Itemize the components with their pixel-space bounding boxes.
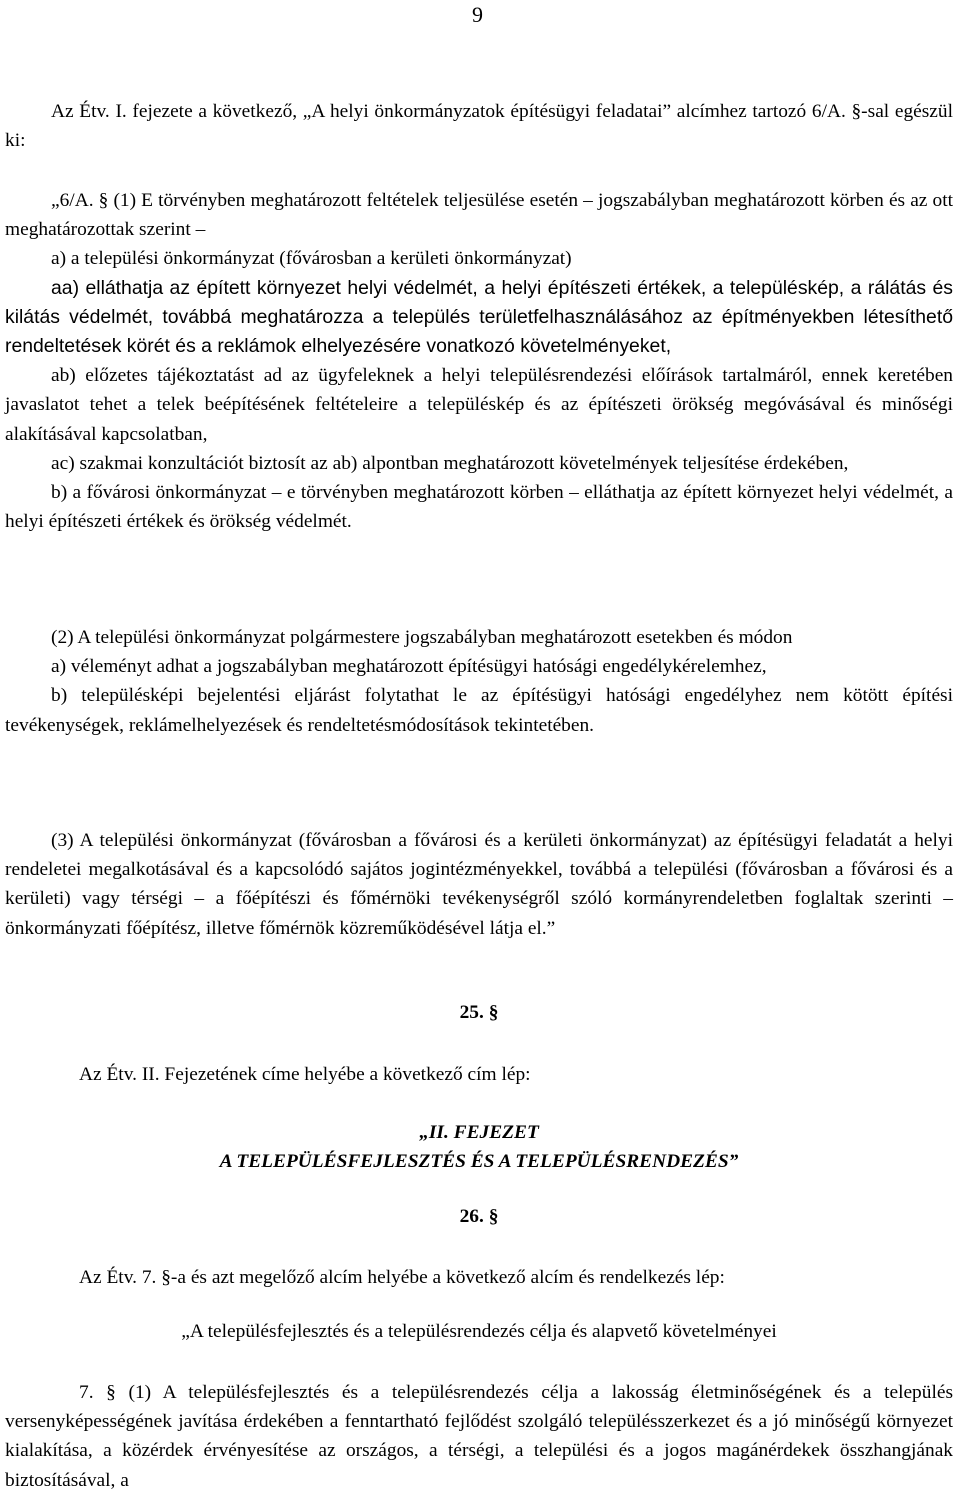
section-26-text: Az Étv. 7. §-a és azt megelőző alcím helyébe a következő alcím és rendelkezés lép: [79, 1267, 725, 1288]
subtitle: „A településfejlesztés és a településrendezés célja és alapvető követelményei [181, 1321, 777, 1342]
section-6a-paragraph-2 [5, 623, 953, 740]
intro-paragraph: Az Étv. I. fejezete a következő, „A helyi önkormányzatok építésügyi feladatai” alcímhez tartozó 6/A. §-sal egészül ki: [5, 101, 953, 152]
section-26-text-block [5, 1263, 953, 1292]
section-25-text: Az Étv. II. Fejezetének címe helyébe a következő cím lép: [79, 1064, 531, 1085]
s6a-1-point-b: b) a fővárosi önkormányzat – e törvényben meghatározott körben – elláthatja az épített környezet helyi védelmét, a helyi építészeti értékek és örökség védelmét. [5, 482, 953, 533]
s6a-2-point-b: b) településképi bejelentési eljárást folytathat le az építésügyi hatósági engedélyhez nem kötött építési tevékenységek, reklámelhelyezések és rendeltetésmódosítások tekintetében. [5, 685, 953, 736]
s6a-3: (3) A települési önkormányzat (fővárosban a fővárosi és a kerületi önkormányzat) az építésügyi feladatát a helyi rendeletei megalkotásával és a kapcsolódó sajátos jogintézményekkel, továbbá a települési (fővárosban a fővárosi és a kerületi) vagy térségi – a főépítészi és főmérnöki tevékenységről szóló kormányrendeletben foglaltak szerinti – önkormányzati főépítész, illetve főmérnök közreműködésével látja el.” [5, 830, 953, 939]
section-7-paragraph-1-block [5, 1378, 953, 1495]
s6a-1-point-aa: aa) elláthatja az épített környezet helyi védelmét, a helyi építészeti értékek, a településkép, a rálátás és kilátás védelmét, továbbá meghatározza a település területfelhasználásához az építményekben létesíthető rendeltetések körét és a reklámok elhelyezésére vonatkozó követelményeket, [5, 276, 953, 358]
chapter-title-line-1: „II. FEJEZET [419, 1122, 539, 1143]
s6a-1-lead: „6/A. § (1) E törvényben meghatározott feltételek teljesülése esetén – jogszabályban meghatározott körben és az ott meghatározottak szerint – [5, 190, 953, 241]
s6a-1-point-ac: ac) szakmai konzultációt biztosít az ab) alpontban meghatározott követelmények teljesítése érdekében, [51, 452, 849, 474]
s6a-1-point-ab: ab) előzetes tájékoztatást ad az ügyfeleknek a helyi településrendezési előírások tartalmáról, ennek keretében javaslatot tehet a telek beépítésének feltételeire a településkép és az építészeti örökség megóvásával és minőségi alakításával kapcsolatban, [5, 365, 953, 445]
s6a-2-point-a: a) véleményt adhat a jogszabályban meghatározott építésügyi hatósági engedélykérelemhez, [51, 656, 767, 678]
s7-1: 7. § (1) A településfejlesztés és a településrendezés célja a lakosság életminőségének és a település versenyképességének javítása érdekében a fenntartható fejlődést szolgáló településszerkezet és a jó minőségű környezet kialakítása, a közérdek érvényesítése az országos, a térségi, a települési és a jogos magánérdekek összhangjának biztosításával, a [5, 1382, 953, 1491]
chapter-title-block [5, 1118, 953, 1176]
section-25-heading: 25. § [459, 1002, 499, 1023]
intro-paragraph-block [5, 97, 953, 155]
section-26-heading: 26. § [459, 1206, 499, 1227]
section-6a-paragraph-3 [5, 826, 953, 943]
section-25-text-block [5, 1060, 953, 1089]
page-number: 9 [472, 2, 483, 27]
section-6a-paragraph-1 [5, 186, 953, 536]
s6a-2-lead: (2) A települési önkormányzat polgármestere jogszabályban meghatározott esetekben és módon [51, 627, 793, 648]
chapter-title-line-2: A TELEPÜLÉSFEJLESZTÉS ÉS A TELEPÜLÉSRENDEZÉS” [219, 1151, 739, 1172]
s6a-1-point-a: a) a települési önkormányzat (fővárosban a kerületi önkormányzat) [51, 248, 572, 270]
